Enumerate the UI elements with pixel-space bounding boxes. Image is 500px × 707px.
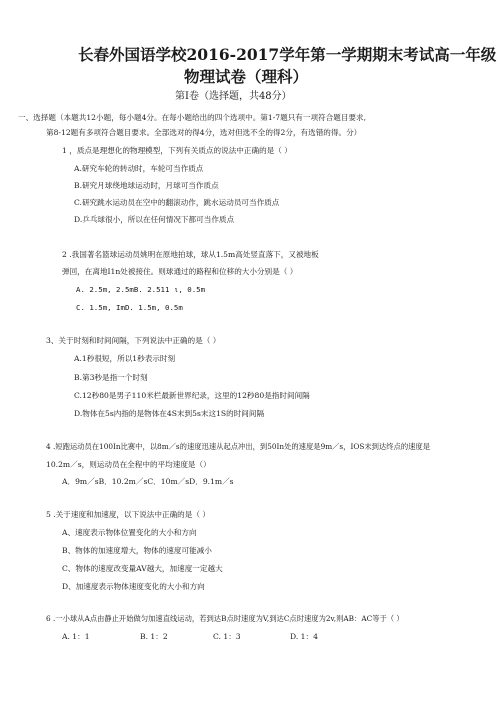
question-2-options-row-2: C. 1.5m, ImD. 1.5m, 0.5m [76, 303, 183, 312]
question-6-option-c: C. 1：3 [213, 632, 241, 641]
question-4-stem-line-1: 4 .短跑运动员在100In比赛中，以8m／s的速度迅速从起点冲出，到50In处的速度是9m／s，IOS末到达终点的速度是 [46, 442, 431, 451]
question-5-stem: 5 .关于速度和加速度，以下说法中正确的是（ ） [46, 510, 210, 519]
instructions-line-2: 第8-12题有多项符合题目要求。全部选对的得4分，选对但选不全的得2分，有选错的得。分） [46, 128, 362, 137]
question-1-option-a: A.研究车轮的转动时，车轮可当作质点 [74, 164, 204, 173]
question-6-option-a: A. 1：1 [62, 632, 90, 641]
exam-subtitle: 物理试卷（理科） [184, 67, 309, 86]
question-6-option-d: D. 1：4 [290, 632, 318, 641]
question-5-option-a: A、速度表示物体位置变化的大小和方向 [62, 528, 197, 537]
question-4-options: A．9m／sB．10.2m／sC．10m／sD．9.1m／s [62, 477, 234, 486]
question-1-option-c: C.研究跳水运动员在空中的翻滚动作，跳水运动员可当作质点 [74, 198, 280, 207]
question-1-option-b: B.研究月球绕地球运动时，月球可当作质点 [74, 181, 219, 190]
question-4-stem-line-2: 10.2m／s，则运动员在全程中的平均速度是（） [46, 460, 211, 469]
question-3-stem: 3、关于时刻和时间间隔，下列说法中正确的是（ ） [46, 336, 221, 345]
question-2-stem-line-2: 弹回，在离地I1n处被接住。则球通过的路程和位移的大小分别是（ ） [62, 267, 298, 276]
question-3-option-b: B.第3秒是指一个时刻 [74, 373, 148, 382]
question-3-option-c: C.12秒80是男子110米栏最新世界纪录，这里的12秒80是指时间间隔 [74, 391, 310, 400]
question-6-stem: 6 .一小球从A点由静止开始做匀加速直线运动，若到达B点时速度为V,到达C点时速度为2v,则AB：AC等于（ ） [46, 614, 404, 623]
question-1-option-d: D.乒乓球很小，所以在任何情况下都可当作质点 [74, 215, 235, 224]
question-2-options-row-1: A. 2.5m, 2.5mB. 2.511 ι, 0.5m [76, 285, 206, 294]
question-5-option-d: D、加速度表示物体速度变化的大小和方向 [62, 582, 205, 591]
question-1-stem: 1 ，质点是理想化的物理模型，下列有关质点的说法中正确的是（ ） [62, 146, 292, 155]
question-2-stem-line-1: 2 .我国著名篮球运动员姚明在原地拍球，球从1.5m高处竖直落下，又被地板 [62, 250, 319, 259]
instructions-line-1: 一、选择题（本题共12小题，每小题4分。在每小题给出的四个选项中。第1-7题只有一项符合题目要求, [18, 113, 367, 122]
question-5-option-c: C、物体的速度改变量AV越大，加速度一定越大 [62, 564, 223, 573]
section-heading: 第Ⅰ卷（选择题，共48分） [175, 91, 292, 102]
question-6-option-b: B. 1：2 [140, 632, 168, 641]
exam-title: 长春外国语学校2016-2017学年第一学期期末考试高一年级 [78, 45, 497, 64]
question-3-option-a: A.1秒很短，所以1秒表示时刻 [74, 354, 176, 363]
question-3-option-d: D.物体在5s内指的是物体在4S末到5s末这1S的时间间隔 [74, 409, 265, 418]
question-5-option-b: B、物体的加速度增大，物体的速度可能减小 [62, 546, 212, 555]
